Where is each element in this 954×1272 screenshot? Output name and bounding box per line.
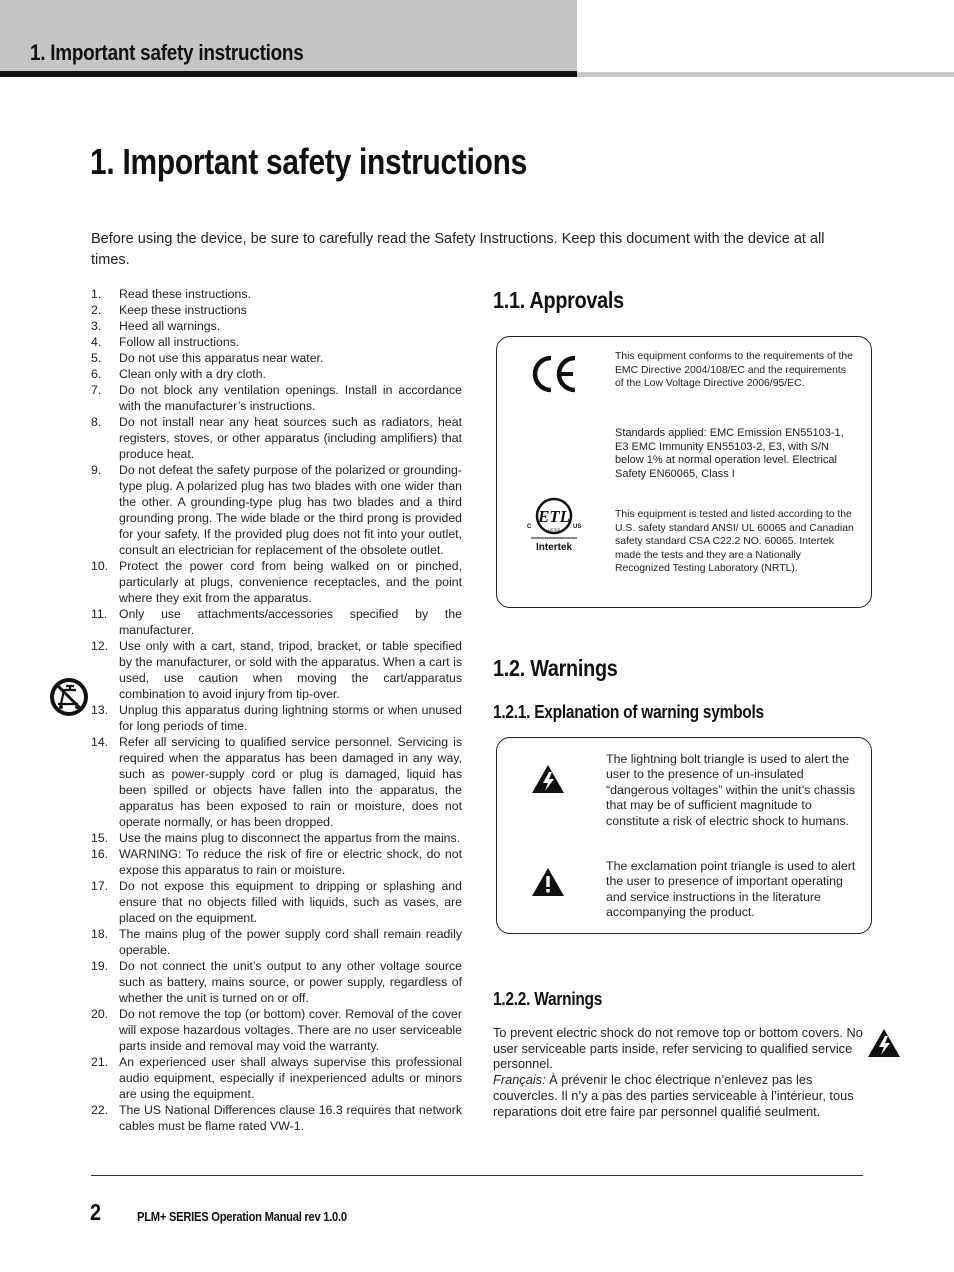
instruction-item (91, 734, 462, 830)
instruction-number: 21. (91, 1055, 109, 1069)
warnings-heading: 1.2. Warnings (493, 655, 618, 681)
instruction-number: 12. (91, 639, 109, 653)
etl-c-label: C (527, 524, 532, 530)
instruction-item (91, 1054, 462, 1102)
ce-mark-icon (529, 352, 581, 396)
instruction-item (91, 638, 462, 702)
instruction-item (91, 350, 462, 366)
instruction-text: Use only with a cart, stand, tripod, bracket, or table specified by the manufacturer, or sold with the apparatus. When a cart is used, use caution when moving the cart/apparatus combination to avoid injury from tip-over. (119, 639, 462, 701)
header-rule-light (577, 72, 954, 77)
approvals-heading: 1.1. Approvals (493, 287, 624, 313)
instruction-text: Read these instructions. (119, 287, 251, 301)
lightning-bolt-triangle-icon (530, 763, 566, 795)
instruction-item (91, 286, 462, 302)
instruction-text: An experienced user shall always supervise this professional audio equipment, especially if inexperienced adults or minors are using the equipment. (119, 1055, 462, 1101)
instruction-item (91, 1006, 462, 1054)
instruction-item (91, 558, 462, 606)
lightning-bolt-triangle-icon (866, 1027, 902, 1059)
warnings-french-text: À prévenir le choc électrique n’enlevez pas les couvercles. Il n’y a pas des parties serviceable à l’intérieur, tous reparations doit etre faire par personnel qualifié seulment. (493, 1072, 854, 1119)
intertek-label: Intertek (535, 542, 573, 553)
instruction-text: The US National Differences clause 16.3 requires that network cables must be flame rated VW-1. (119, 1103, 462, 1133)
instruction-text: Use the mains plug to disconnect the appartus from the mains. (119, 831, 461, 845)
page-title: 1. Important safety instructions (90, 141, 527, 182)
instruction-text: Unplug this apparatus during lightning storms or when unused for long periods of time. (119, 703, 462, 733)
etl-listed-label: LISTED (547, 528, 561, 532)
instruction-number: 8. (91, 415, 102, 429)
instruction-item (91, 926, 462, 958)
instruction-text: Heed all warnings. (119, 319, 221, 333)
instruction-text: WARNING: To reduce the risk of fire or electric shock, do not expose this apparatus to rain or moisture. (119, 847, 462, 877)
instruction-number: 11. (91, 607, 108, 621)
instruction-text: Do not block any ventilation openings. Install in accordance with the manufacturer’s instructions. (119, 383, 462, 413)
instruction-number: 16. (91, 847, 109, 861)
instruction-number: 6. (91, 367, 102, 381)
instruction-number: 9. (91, 463, 102, 477)
instruction-number: 19. (91, 959, 109, 973)
instruction-text: Protect the power cord from being walked on or pinched, particularly at plugs, convenience receptacles, and the point where they exit from the apparatus. (119, 559, 462, 605)
warnings-paragraph (493, 1025, 865, 1119)
instruction-text: Do not remove the top (or bottom) cover. Removal of the cover will expose hazardous voltages. There are no user serviceable parts inside and removal may void the warranty. (119, 1007, 462, 1053)
instruction-text: Do not use this apparatus near water. (119, 351, 324, 365)
instruction-item (91, 1102, 462, 1134)
instructions-list (91, 286, 462, 1134)
instruction-number: 4. (91, 335, 102, 349)
instruction-item (91, 830, 462, 846)
intro-paragraph: Before using the device, be sure to carefully read the Safety Instructions. Keep this document with the device at all times. (91, 231, 825, 268)
warnings-english-text: To prevent electric shock do not remove top or bottom covers. No user serviceable parts inside, refer servicing to qualified service personnel. (493, 1025, 863, 1072)
etl-listed-mark-icon (523, 486, 585, 558)
standards-text: Standards applied: EMC Emission EN55103-1, E3 EMC Immunity EN55103-2, E3, with S/N below 1% at normal operation level. Electrical Safety EN60065, Class I (615, 427, 844, 480)
instruction-item (91, 414, 462, 462)
instruction-item (91, 958, 462, 1006)
exclamation-triangle-icon (530, 866, 566, 898)
instruction-text: The mains plug of the power supply cord shall remain readily operable. (119, 927, 462, 957)
instruction-number: 10. (91, 559, 109, 573)
instruction-number: 1. (91, 287, 102, 301)
bolt-explanation-text: The lightning bolt triangle is used to alert the user to the presence of un-insulated “dangerous voltages” within the unit’s chassis that may be of sufficient magnitude to constitute a risk of electric shock to humans. (606, 752, 856, 828)
page-number: 2 (90, 1199, 101, 1225)
instruction-item (91, 878, 462, 926)
instruction-number: 20. (91, 1007, 109, 1021)
instruction-text: Clean only with a dry cloth. (119, 367, 266, 381)
instruction-item (91, 334, 462, 350)
instruction-number: 17. (91, 879, 109, 893)
exclamation-explanation-text: The exclamation point triangle is used to alert the user to presence of important operating and service instructions in the literature accompanying the product. (606, 859, 856, 920)
instruction-number: 2. (91, 303, 102, 317)
instruction-number: 15. (91, 831, 109, 845)
etl-us-label: US (573, 524, 582, 530)
svg-text:ETL: ETL (537, 507, 571, 526)
instruction-item (91, 462, 462, 558)
instruction-text: Do not defeat the safety purpose of the polarized or grounding-type plug. A polarized plug has two blades with one wider than the other. A grounding-type plug has two blades and a third grounding prong. The wide blade or the third prong is provided for your safety. If the provided plug does not fit into your outlet, consult an electrician for replacement of the obsolete outlet. (119, 463, 462, 557)
header-rule (0, 71, 577, 77)
instruction-number: 3. (91, 319, 102, 333)
instruction-text: Do not install near any heat sources such as radiators, heat registers, stoves, or other apparatus (including amplifiers) that produce heat. (119, 415, 462, 461)
instruction-number: 7. (91, 383, 102, 397)
symbols-heading: 1.2.1. Explanation of warning symbols (493, 702, 764, 722)
etl-text: This equipment is tested and listed according to the U.S. safety standard ANSI/ UL 60065 and Canadian safety standard CSA C22.2 NO. 60065. Intertek made the tests and they are a Nationally Recognized Testing Laboratory (NRTL). (615, 509, 854, 574)
instruction-number: 18. (91, 927, 109, 941)
footer-rule (91, 1175, 863, 1176)
instruction-item (91, 846, 462, 878)
footer-manual-title: PLM+ SERIES Operation Manual rev 1.0.0 (137, 1209, 347, 1224)
instruction-item (91, 702, 462, 734)
french-label: Français: (493, 1072, 546, 1088)
instruction-number: 14. (91, 735, 109, 749)
instruction-item (91, 302, 462, 318)
header-title: 1. Important safety instructions (30, 40, 304, 65)
warnings-subheading: 1.2.2. Warnings (493, 989, 603, 1009)
ce-conformity-text: This equipment conforms to the requirements of the EMC Directive 2004/108/EC and the requirements of the Low Voltage Directive 2006/95/EC. (615, 351, 853, 389)
instruction-text: Do not connect the unit’s output to any other voltage source such as battery, mains source, or power supply, regardless of whether the unit is turned on or off. (119, 959, 462, 1005)
instruction-text: Refer all servicing to qualified service personnel. Servicing is required when the apparatus has been damaged in any way, such as power-supply cord or plug is damaged, liquid has been spilled or objects have fallen into the apparatus, the apparatus has been exposed to rain or moisture, does not operate normally, or has been dropped. (119, 735, 462, 829)
instruction-text: Do not expose this equipment to dripping or splashing and ensure that no objects filled with liquids, such as vases, are placed on the equipment. (119, 879, 462, 925)
instruction-text: Follow all instructions. (119, 335, 240, 349)
instruction-number: 5. (91, 351, 102, 365)
instruction-item (91, 606, 462, 638)
instruction-item (91, 382, 462, 414)
cart-warning-icon (48, 676, 90, 718)
instruction-text: Keep these instructions (119, 303, 247, 317)
instruction-item (91, 318, 462, 334)
instruction-item (91, 366, 462, 382)
instruction-number: 22. (91, 1103, 109, 1117)
instruction-number: 13. (91, 703, 109, 717)
instruction-text: Only use attachments/accessories specified by the manufacturer. (119, 607, 462, 637)
